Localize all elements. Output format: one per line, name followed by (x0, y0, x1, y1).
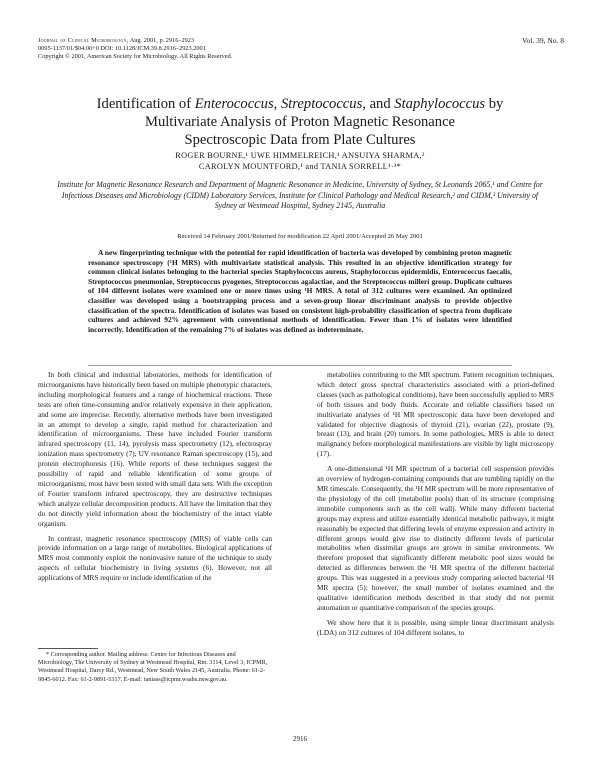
abstract: A new fingerprinting technique with the potential for rapid identification of bacteria was developed by combining proton magnetic resonance spectroscopy (¹H MRS) with multivariate statistical analysis. This resulted in an objective identification strategy for common clinical isolates belonging to the bacterial species Staphylococcus aureus, Staphylococcus epidermidis, Enterococcus faecalis, Streptococcus pneumoniae, Streptococcus pyogenes, Streptococcus agalactiae, and the Streptococcus milleri group. Duplicate cultures of 104 different isolates were examined one or more times using ¹H MRS. A total of 312 cultures were examined. An optimized classifier was developed using a bootstrapping process and a seven-group linear discriminant analysis to provide objective classification of the spectra. Identification of isolates was based on consistent high-probability classification of spectra from duplicate cultures and achieved 92% agreement with conventional methods of identification. Fewer than 1% of isolates were identified incorrectly. Identification of the remaining 7% of isolates was defined as indeterminate. (88, 248, 512, 334)
received-dates: Received 14 February 2001/Returned for modification 22 April 2001/Accepted 26 May 2001 (177, 233, 423, 240)
journal-name: Journal of Clinical Microbiology, (38, 37, 129, 44)
article-title (40, 95, 560, 149)
title-line-2: Multivariate Analysis of Proton Magnetic Resonance (144, 114, 456, 130)
page-number: 2916 (293, 735, 307, 743)
title-text: , and (362, 96, 395, 112)
issn-doi: 0095-1137/01/$04.00+0 DOI: 10.1128/JCM.39.8.2916–2923.2001 (38, 45, 206, 52)
citation: Aug. 2001, p. 2916–2923 (129, 37, 195, 44)
corresponding-author-footnote: * Corresponding author. Mailing address: Centre for Infectious Diseases and Microbiology, The University of Sydney at Westmead Hospital, Rm. 3114, Level 3, ICPMR, Westmead Hospital, Darcy Rd., Westmead, New South Wales 2145, Australia. Phone: 61-2-9845-6012. Fax: 61-2-9891-5317. E-mail: taniass@icpmr.wsahs.nsw.gov.au. (38, 651, 268, 683)
title-line-3: Spectroscopic Data from Plate Cultures (184, 132, 416, 148)
affiliations: Institute for Magnetic Resonance Research and Department of Magnetic Resonance in Medicine, University of Sydney, St Leonards 2065,¹ and Centre for Infectious Diseases and Microbiology (CIDM) Laboratory Services, Institute for Clinical Pathology and Medical Research,² and CIDM,³ University of Sydney at Westmead Hospital, Sydney 2145, Australia (57, 180, 543, 211)
paragraph: In contrast, magnetic resonance spectroscopy (MRS) of viable cells can provide information on a large range of metabolites. Biological applications of MRS most commonly exploit the noninvasive nature of the technique to study aspects of cellular biochemistry in living systems (6). However, not all applications of MRS require or include identification of the (38, 533, 272, 583)
paragraph: In both clinical and industrial laboratories, methods for identification of microorganisms have historically been based on multiple phenotypic characters, including morphological features and a range of biochemical reactions. These tests are often time-consuming and/or relatively expensive in their application, and some are imprecise. Recently, alternative methods have been investigated in an attempt to develop a single, rapid method for characterization and identification of microorganisms. These have included Fourier transform infrared spectroscopy (11, 14), pyrolysis mass spectrometry (12), electrospray ionization mass spectrometry (7), UV resonance Raman spectroscopy (15), and protein electrophoresis (16). While reports of these techniques suggest the possibility of rapid and reliable identification of some groups of microorganisms, most have been tested with small data sets. With the exception of Fourier transform infrared spectroscopy, they are destructive techniques which analyze cellular decomposition products. All have the limitation that they do not directly yield information about the biochemistry of the intact viable organism. (38, 370, 272, 528)
title-text: Identification of (96, 96, 195, 112)
abstract-divider (88, 365, 512, 366)
paragraph: A one-dimensional ¹H MR spectrum of a bacterial cell suspension provides an overview of hydrogen-containing compounds that are tumbling rapidly on the MR timescale. Consequently, the ¹H MR spectrum will be more representative of the physiology of the cell (metabolite pools) than of its structure (comprising immobile components such as the cell wall). While many different bacterial groups may express and utilize essentially identical metabolic pathways, it might reasonably be expected that differing levels of enzyme expression and activity in different groups would give rise to distinctly different levels of particular metabolites when dissimilar groups are grown in similar environments. We therefore proposed that significantly different metabolic pool sizes would be detected as differences between the ¹H MR spectra of the different bacterial groups. This was suggested in a previous study comparing selected bacterial ¹H MR spectra (5); however, the small number of isolates examined and the qualitative identification methods described in that study did not permit automation or quantitative comparison of the species groups. (317, 464, 554, 612)
journal-header (38, 37, 564, 61)
title-genus: Enterococcus (194, 96, 274, 112)
paragraph: We show here that it is possible, using simple linear discriminant analysis (LDA) on 312 cultures of 104 different isolates, to (317, 617, 554, 637)
author-list (40, 150, 560, 172)
copyright: Copyright © 2001, American Society for Microbiology. All Rights Reserved. (38, 53, 233, 60)
paragraph: metabolites contributing to the MR spectrum. Pattern recognition techniques, which detect gross spectral characteristics associated with a priori-defined classes (such as pathological conditions), have been successfully applied to MRS of both tissues and body fluids. Accurate and reliable classifiers based on multivariate analyses of ¹H MR spectroscopic data have been developed and validated for objective diagnosis of thyroid (21), ovarian (22), prostate (9), breast (13), and brain (20) tumors. In some pathologies, MRS is able to detect malignancy before morphological manifestations are visible by light microscopy (17). (317, 370, 554, 459)
authors-line-1: ROGER BOURNE,¹ UWE HIMMELREICH,¹ ANSUIYA SHARMA,² (175, 151, 425, 160)
footnote-divider (38, 648, 98, 649)
body-column-left (38, 370, 272, 583)
title-text: by (485, 96, 504, 112)
title-genus: Staphylococcus (394, 96, 486, 112)
authors-line-2: CAROLYN MOUNTFORD,¹ and TANIA SORRELL¹·³* (198, 162, 402, 171)
volume-number: Vol. 39, No. 8 (522, 36, 564, 45)
title-genus: Streptococcus (280, 96, 363, 112)
body-column-right (317, 370, 554, 638)
title-text: , (273, 96, 281, 112)
